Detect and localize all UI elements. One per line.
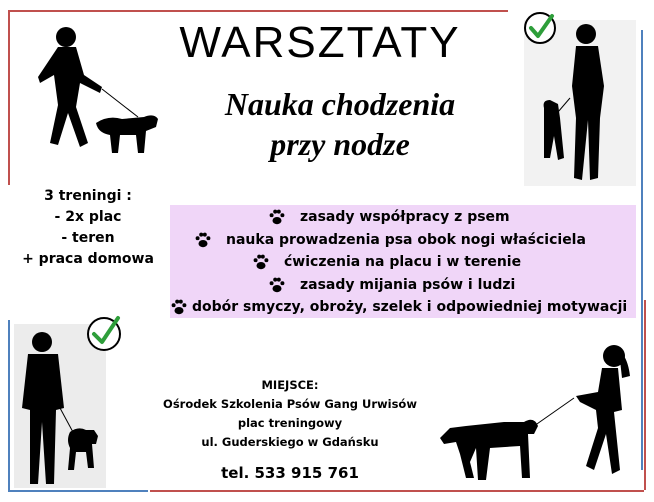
topic-item (194, 230, 586, 250)
paw-icon (252, 253, 270, 271)
trainings-line: - 2x plac (54, 209, 122, 225)
topic-text: zasady mijania psów i ludzi (300, 277, 516, 293)
right-blue-line (641, 30, 643, 470)
paw-icon (268, 208, 286, 226)
place-line: plac treningowy (237, 416, 343, 430)
photo-woman-with-dog-bottom-right (430, 330, 640, 486)
paw-icon (268, 276, 286, 294)
place-heading: MIEJSCE: (261, 378, 319, 392)
bottom-blue-line (8, 490, 148, 492)
topic-item (268, 275, 515, 295)
left-blue-line (8, 320, 10, 492)
trainings-list (0, 186, 176, 270)
topic-item (170, 297, 627, 317)
topic-text: zasady współpracy z psem (300, 209, 510, 225)
subtitle-line-1: Nauka chodzenia (224, 86, 456, 122)
paw-icon (170, 298, 188, 316)
checkmark-icon (522, 10, 558, 46)
topic-item (268, 207, 510, 227)
left-red-line (8, 10, 10, 185)
paw-icon (194, 231, 212, 249)
checkmark-icon (84, 312, 124, 352)
page-title: WARSZTATY (179, 18, 461, 67)
place-line: Ośrodek Szkolenia Psów Gang Urwisów (163, 397, 417, 411)
trainings-line: + praca domowa (22, 251, 154, 267)
subtitle (180, 84, 500, 164)
trainings-line: 3 treningi : (44, 188, 132, 204)
place-line: ul. Guderskiego w Gdańsku (201, 435, 379, 449)
topics-box (170, 205, 636, 318)
topic-text: dobór smyczy, obroży, szelek i odpowiedniej motywacji (192, 299, 628, 315)
phone-number: tel. 533 915 761 (221, 464, 359, 482)
topic-item (252, 252, 521, 272)
bottom-red-line (150, 490, 644, 492)
topic-text: nauka prowadzenia psa obok nogi właściciela (226, 232, 586, 248)
place-info (150, 376, 430, 452)
subtitle-line-2: przy nodze (270, 126, 410, 162)
right-red-line (644, 300, 646, 490)
top-red-line (8, 10, 508, 12)
topic-text: ćwiczenia na placu i w terenie (284, 254, 522, 270)
trainings-line: - teren (61, 230, 115, 246)
